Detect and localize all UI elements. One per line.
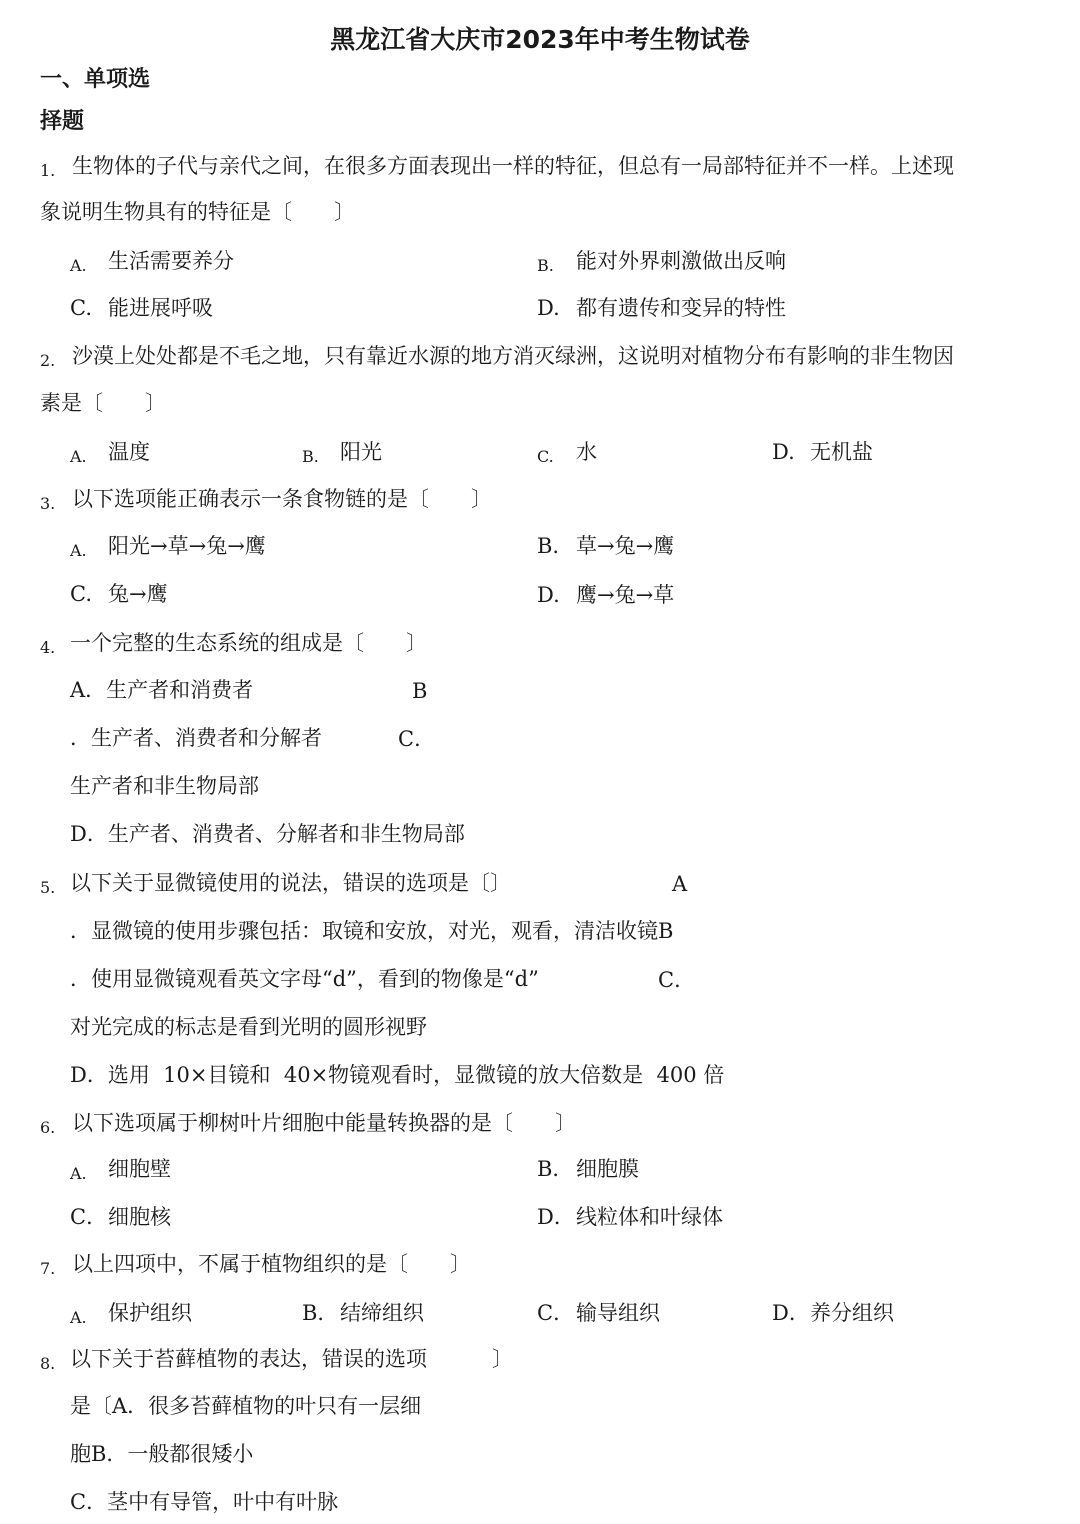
option-b-label: B. <box>537 256 554 275</box>
option-c-label: C. <box>537 447 554 466</box>
question-line: 对光完成的标志是看到光明的圆形视野 <box>70 1015 427 1039</box>
section-heading-line1: 一、单项选 <box>40 67 151 92</box>
option-d-label: D. <box>772 440 795 464</box>
option-b: 结缔组织 <box>340 1301 424 1325</box>
option-b: 细胞膜 <box>576 1157 639 1181</box>
question-number: 4. <box>40 638 56 657</box>
option-d-label: D. <box>537 296 560 320</box>
question-number: 7. <box>40 1259 56 1278</box>
option-b: 草→兔→鹰 <box>576 534 675 558</box>
option-c: 能进展呼吸 <box>108 296 213 320</box>
option-a: 阳光→草→兔→鹰 <box>108 534 266 558</box>
question-line: A．生产者和消费者 <box>70 678 254 702</box>
option-c-label: C． <box>537 1301 575 1325</box>
option-a-label: A. <box>70 447 87 466</box>
question-stem: 一个完整的生态系统的组成是〔 〕 <box>70 631 427 655</box>
question-stem-paren: 〕 <box>492 1347 513 1371</box>
question-line: ．显微镜的使用步骤包括：取镜和安放，对光，观看，清洁收镜B <box>70 919 674 943</box>
option-d: 养分组织 <box>810 1301 894 1325</box>
question-stem: 以下关于显微镜使用的说法，错误的选项是〔〕 <box>70 871 511 895</box>
option-c-label: C． <box>658 968 696 992</box>
option-b-label: B． <box>302 1301 339 1325</box>
option-c: 兔→鹰 <box>108 582 168 606</box>
question-stem: 以下选项能正确表示一条食物链的是〔 〕 <box>72 487 492 511</box>
question-stem-cont: 素是〔 〕 <box>40 391 166 415</box>
question-line: 是〔A．很多苔藓植物的叶只有一层细 <box>70 1394 422 1418</box>
option-d: 无机盐 <box>810 440 873 464</box>
option-a: 保护组织 <box>108 1301 192 1325</box>
option-b-label: B． <box>537 1157 574 1181</box>
option-b-label: B. <box>302 447 319 466</box>
question-line: ．使用显微镜观看英文字母“d”，看到的物像是“d” <box>70 967 539 991</box>
option-d-label: D. <box>537 583 560 607</box>
option-d-label: D． <box>537 1205 575 1229</box>
question-number: 8. <box>40 1354 56 1373</box>
option-c: 输导组织 <box>576 1301 660 1325</box>
question-stem: 生物体的子代与亲代之间，在很多方面表现出一样的特征，但总有一局部特征并不一样。上述现 <box>72 154 954 178</box>
question-line: D．选用 10×目镜和 40×物镜观看时，显微镜的放大倍数是 400 倍 <box>70 1063 725 1087</box>
section-heading-line2: 择题 <box>40 109 85 134</box>
option-c-label: C． <box>398 727 436 751</box>
option-a: 细胞壁 <box>108 1157 171 1181</box>
option-a-label: A <box>672 872 688 896</box>
option-d: 都有遗传和变异的特性 <box>576 296 786 320</box>
question-stem: 以下选项属于柳树叶片细胞中能量转换器的是〔 〕 <box>72 1111 576 1135</box>
option-c: 细胞核 <box>108 1205 171 1229</box>
question-line: ．生产者、消费者和分解者 <box>70 726 322 750</box>
question-number: 2. <box>40 351 56 370</box>
question-number: 3. <box>40 494 56 513</box>
option-b: 阳光 <box>340 440 382 464</box>
option-a-label: A. <box>70 541 87 560</box>
option-d: 鹰→兔→草 <box>576 583 675 607</box>
option-b-label: B. <box>537 534 560 558</box>
question-number: 1. <box>40 161 56 180</box>
question-stem-cont: 象说明生物具有的特征是〔 〕 <box>40 200 355 224</box>
option-a-label: A. <box>70 1164 87 1183</box>
option-d-label: D． <box>772 1301 810 1325</box>
option-a: 生活需要养分 <box>108 249 234 273</box>
option-b: 能对外界刺激做出反响 <box>576 249 786 273</box>
question-number: 6. <box>40 1118 56 1137</box>
question-number: 5. <box>40 878 56 897</box>
question-line: 生产者和非生物局部 <box>70 774 259 798</box>
option-a-label: A. <box>70 1308 87 1327</box>
option-d: 线粒体和叶绿体 <box>576 1205 723 1229</box>
question-line: 胞B．一般都很矮小 <box>70 1442 254 1466</box>
exam-title: 黑龙江省大庆市2023年中考生物试卷 <box>330 25 750 54</box>
option-a-label: A. <box>70 256 87 275</box>
question-stem: 以下关于苔藓植物的表达，错误的选项 <box>70 1347 427 1371</box>
question-stem: 以上四项中，不属于植物组织的是〔 〕 <box>72 1252 471 1276</box>
question-line: D．生产者、消费者、分解者和非生物局部 <box>70 822 465 846</box>
option-a: 温度 <box>108 440 150 464</box>
option-c-label: C. <box>70 296 92 320</box>
option-c-label: C. <box>70 582 92 606</box>
question-line: C．茎中有导管，叶中有叶脉 <box>70 1490 339 1514</box>
question-stem: 沙漠上处处都是不毛之地，只有靠近水源的地方消灭绿洲，这说明对植物分布有影响的非生物因 <box>72 344 954 368</box>
option-c-label: C． <box>70 1205 108 1229</box>
option-c: 水 <box>576 440 597 464</box>
option-b-label: B <box>412 679 428 703</box>
